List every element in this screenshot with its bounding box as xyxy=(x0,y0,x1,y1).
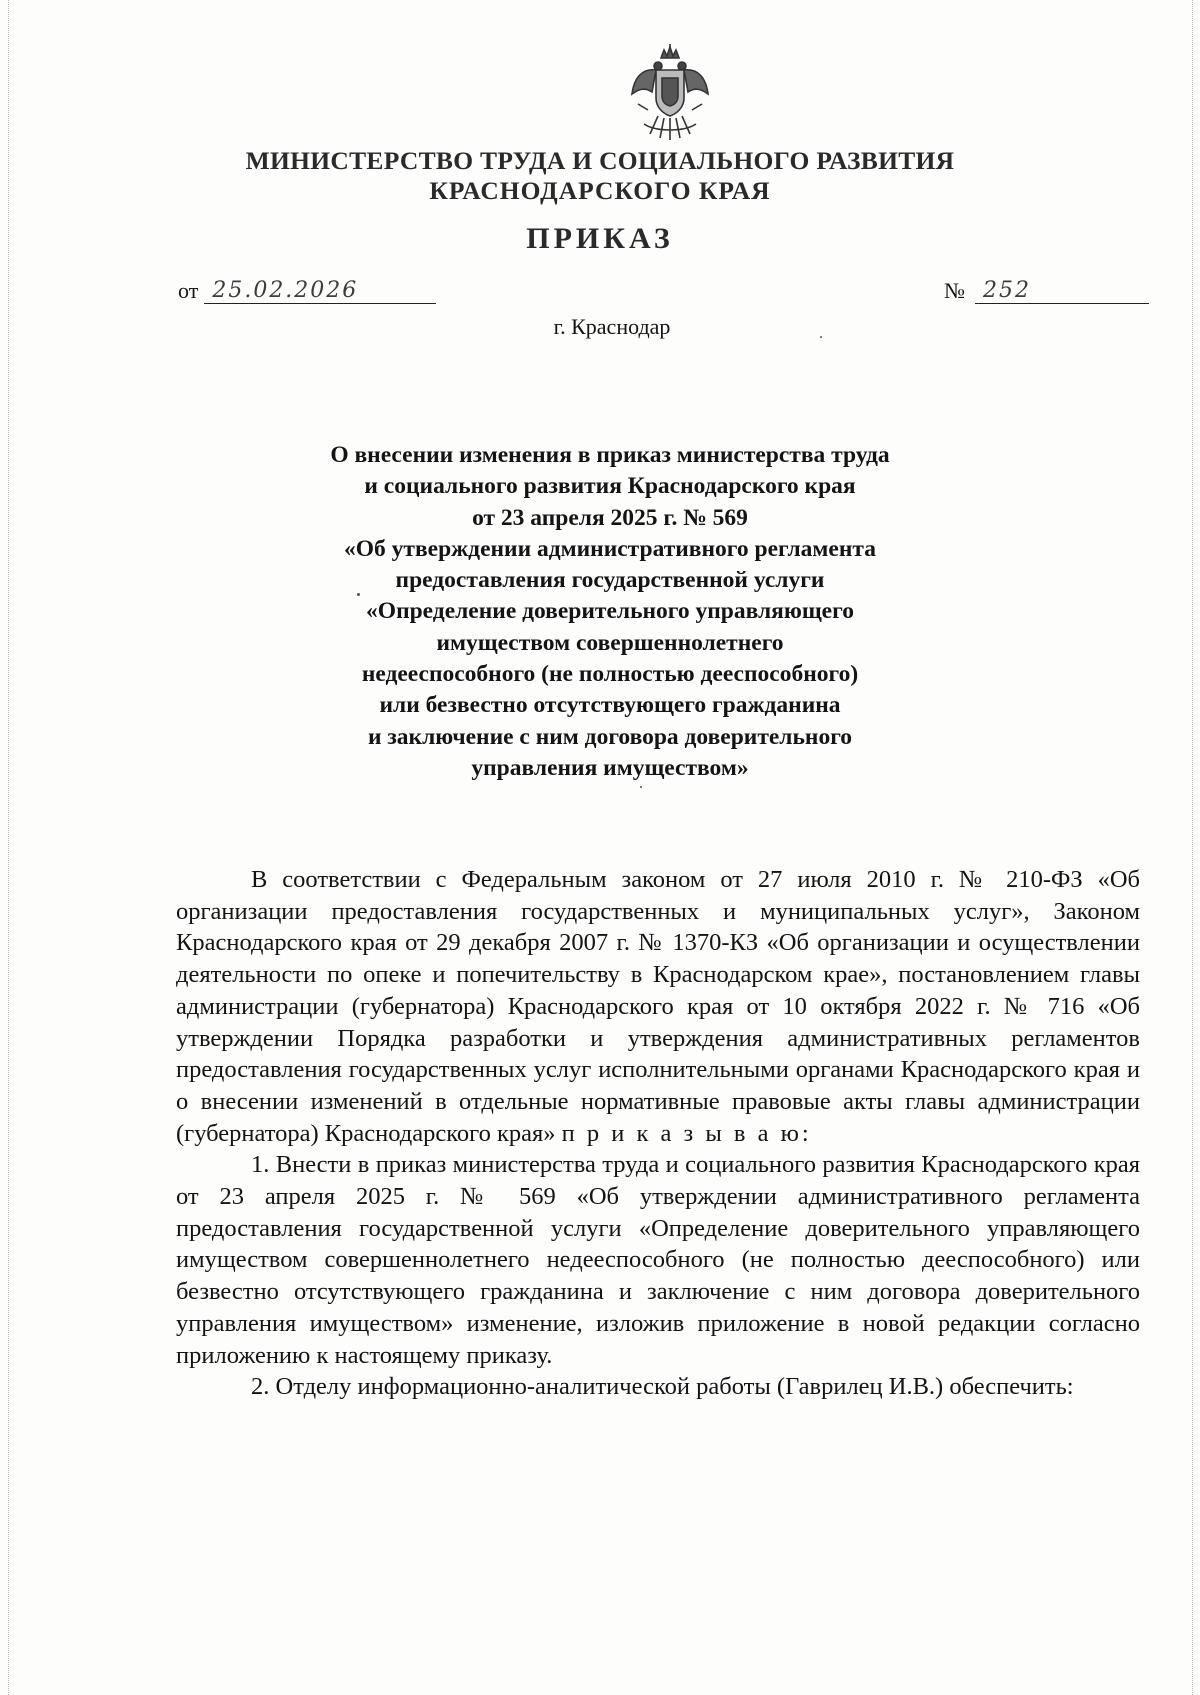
title-line: «Об утверждении административного регламента xyxy=(344,535,876,562)
ministry-line-2: КРАСНОДАРСКОГО КРАЯ xyxy=(429,176,771,205)
date-row xyxy=(178,278,436,304)
title-line: имуществом совершеннолетнего xyxy=(436,629,784,656)
paragraph-text: В соответствии с Федеральным законом от 27 июля 2010 г. № 210-ФЗ «Об организации предоставления государственных и муниципальных услуг», Законом Краснодарского края от 29 декабря 2007 г. № 1370-КЗ «Об организации и осуществлении деятельности по опеке и попечительству в Краснодарском крае», постановлением главы администрации (губернатора) Краснодарского края от 10 октября 2022 г. № 716 «Об утверждении Порядка разработки и утверждения административных регламентов предоставления государственных услуг исполнительными органами Краснодарского края и о внесении изменений в отдельные нормативные правовые акты главы администрации (губернатора) Краснодарского края» xyxy=(176,866,1140,1147)
body-paragraph-2: 1. Внести в приказ министерства труда и социального развития Краснодарского края от 23 апреля 2025 г. № 569 «Об утверждении административного регламента предоставления государственной услуги «Определение доверительного управляющего имуществом совершеннолетнего недееспособного (не полностью дееспособного) или безвестно отсутствующего гражданина и заключение с ним договора доверительного управления имуществом» изменение, изложив приложение в новой редакции согласно приложению к настоящему приказу. xyxy=(176,1151,1140,1369)
title-line: и социального развития Краснодарского края xyxy=(364,473,856,500)
title-line: или безвестно отсутствующего гражданина xyxy=(379,692,841,719)
title-line: и заключение с ним договора доверительного xyxy=(367,723,853,750)
number-label: № xyxy=(944,278,965,303)
order-word: п р и к а з ы в а ю: xyxy=(561,1119,812,1147)
title-line: от 23 апреля 2025 г. № 569 xyxy=(472,504,748,531)
number-row xyxy=(944,278,1149,304)
document-type: ПРИКАЗ xyxy=(526,222,674,255)
scan-artifact xyxy=(820,336,822,338)
ministry-line-1: МИНИСТЕРСТВО ТРУДА И СОЦИАЛЬНОГО РАЗВИТИЯ xyxy=(245,146,955,175)
title-line: «Определение доверительного управляющего xyxy=(366,598,854,625)
scan-artifact xyxy=(640,786,642,788)
scan-artifact xyxy=(357,593,360,596)
city: г. Краснодар xyxy=(553,314,671,339)
title-line: управления имуществом» xyxy=(471,754,749,781)
title-line: О внесении изменения в приказ министерства труда xyxy=(330,442,890,468)
date-value: 25.02.2026 xyxy=(204,278,436,304)
body-paragraph-3: 2. Отделу информационно-аналитической работы (Гаврилец И.В.) обеспечить: xyxy=(251,1373,1074,1401)
title-line: недееспособного (не полностью дееспособного) xyxy=(361,661,859,688)
coat-of-arms-icon xyxy=(628,44,712,142)
title-line: предоставления государственной услуги xyxy=(395,567,825,594)
document-title xyxy=(300,440,920,784)
number-value: 252 xyxy=(975,278,1149,304)
body-paragraph-1 xyxy=(176,864,1140,1149)
document-body xyxy=(176,864,1140,1403)
date-label: от xyxy=(178,278,199,303)
ministry-name xyxy=(0,146,1200,206)
